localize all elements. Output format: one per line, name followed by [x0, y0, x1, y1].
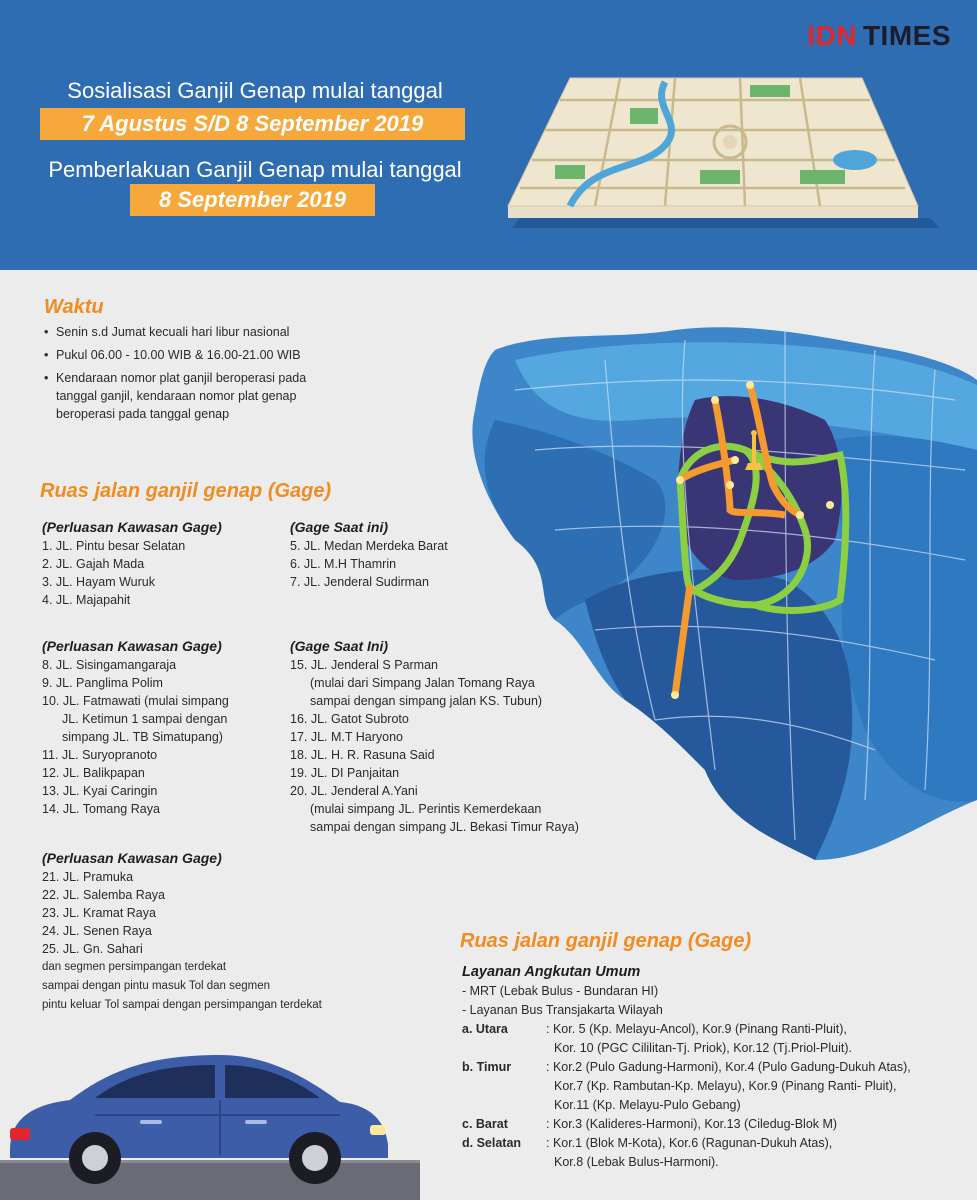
list-item: 4. JL. Majapahit — [42, 593, 131, 607]
enforcement-label: Pemberlakuan Ganjil Genap mulai tanggal — [48, 157, 462, 182]
list-item: 23. JL. Kramat Raya — [42, 906, 156, 920]
header-banner — [0, 0, 977, 270]
list-item: 6. JL. M.H Thamrin — [290, 557, 397, 571]
list-item: • Kendaraan nomor plat ganjil beroperasi pada tanggal ganjil, kendaraan nomor plat genap beroperasi pada tanggal genap — [44, 369, 374, 423]
city-map-illustration — [500, 70, 945, 235]
road-group-3 — [42, 637, 229, 818]
group-heading: (Perluasan Kawasan Gage) — [42, 519, 222, 535]
region-name: c. Barat — [462, 1117, 508, 1131]
angkutan-title: Ruas jalan ganjil genap (Gage) — [460, 930, 752, 952]
list-item: 22. JL. Salemba Raya — [42, 888, 165, 902]
list-item: simpang JL. TB Simatupang) — [62, 730, 223, 744]
region-name: d. Selatan — [462, 1136, 522, 1150]
list-item: 17. JL. M.T Haryono — [290, 730, 404, 744]
jakarta-route-map — [455, 300, 977, 870]
transport-subtitle: Layanan Angkutan Umum — [462, 964, 641, 980]
list-item: 14. JL. Tomang Raya — [42, 802, 160, 816]
list-item: 13. JL. Kyai Caringin — [42, 784, 158, 798]
list-item: 5. JL. Medan Merdeka Barat — [290, 539, 448, 553]
public-transport-info — [462, 963, 962, 1172]
list-item: 15. JL. Jenderal S Parman — [290, 658, 438, 672]
group-heading: (Perluasan Kawasan Gage) — [42, 638, 222, 654]
road-group-2 — [290, 518, 448, 591]
list-item: 2. JL. Gajah Mada — [42, 557, 145, 571]
list-item: - Layanan Bus Transjakarta Wilayah — [462, 1003, 663, 1017]
region-name: b. Timur — [462, 1060, 512, 1074]
list-item: 20. JL. Jenderal A.Yani — [290, 784, 418, 798]
waktu-title: Waktu — [44, 296, 104, 318]
brand-logo: IDN TIMES — [807, 20, 951, 51]
list-item: 12. JL. Balikpapan — [42, 766, 145, 780]
list-item: 7. JL. Jenderal Sudirman — [290, 575, 429, 589]
list-item: - MRT (Lebak Bulus - Bundaran HI) — [462, 984, 659, 998]
list-item: 8. JL. Sisingamangaraja — [42, 658, 177, 672]
list-item: sampai dengan simpang JL. Bekasi Timur Raya) — [310, 820, 579, 834]
region-row: b. Timur : Kor.2 (Pulo Gadung-Harmoni), Kor.4 (Pulo Gadung-Dukuh Atas), Kor.7 (Kp. Rambutan-Kp. Melayu), Kor.9 (Pinang Ranti- Pluit), Kor.11 (Kp. Melayu-Pulo Gebang) — [462, 1058, 962, 1115]
list-item: 19. JL. DI Panjaitan — [290, 766, 400, 780]
region-row: a. Utara : Kor. 5 (Kp. Melayu-Ancol), Kor.9 (Pinang Ranti-Pluit), Kor. 10 (PGC Cililitan-Tj. Priok), Kor.12 (Tj.Priol-Pluit). — [462, 1020, 962, 1058]
toll-segment-note: dan segmen persimpangan terdekat sampai dengan pintu masuk Tol dan segmen pintu keluar Tol sampai dengan persimpangan terdekat — [42, 961, 322, 1011]
list-item: 3. JL. Hayam Wuruk — [42, 575, 156, 589]
group-heading: (Gage Saat Ini) — [290, 638, 389, 654]
list-item: 21. JL. Pramuka — [42, 870, 134, 884]
list-item: 9. JL. Panglima Polim — [42, 676, 163, 690]
region-row: c. Barat : Kor.3 (Kalideres-Harmoni), Kor.13 (Ciledug-Blok M) — [462, 1115, 962, 1134]
list-item: 11. JL. Suryopranoto — [42, 748, 158, 762]
waktu-list — [44, 323, 374, 428]
list-item: 25. JL. Gn. Sahari — [42, 942, 143, 956]
list-item: JL. Ketimun 1 sampai dengan — [62, 712, 228, 726]
list-item: • Senin s.d Jumat kecuali hari libur nasional — [44, 323, 374, 341]
list-item: (mulai simpang JL. Perintis Kemerdekaan — [310, 802, 542, 816]
group-heading: (Gage Saat ini) — [290, 519, 389, 535]
road-group-5 — [42, 849, 222, 958]
car-illustration — [0, 1040, 420, 1200]
list-item: 18. JL. H. R. Rasuna Said — [290, 748, 435, 762]
list-item: 16. JL. Gatot Subroto — [290, 712, 409, 726]
socialization-label: Sosialisasi Ganjil Genap mulai tanggal — [67, 78, 443, 103]
list-item: 1. JL. Pintu besar Selatan — [42, 539, 186, 553]
group-heading: (Perluasan Kawasan Gage) — [42, 850, 222, 866]
ruas-title: Ruas jalan ganjil genap (Gage) — [40, 480, 332, 502]
region-row: d. Selatan : Kor.1 (Blok M-Kota), Kor.6 (Ragunan-Dukuh Atas), Kor.8 (Lebak Bulus-Harmoni). — [462, 1134, 962, 1172]
region-name: a. Utara — [462, 1022, 508, 1036]
list-item: 10. JL. Fatmawati (mulai simpang — [42, 694, 229, 708]
road-group-1 — [42, 518, 222, 609]
enforcement-date: 8 September 2019 — [130, 184, 375, 216]
list-item: (mulai dari Simpang Jalan Tomang Raya — [310, 676, 535, 690]
list-item: 24. JL. Senen Raya — [42, 924, 152, 938]
socialization-date: 7 Agustus S/D 8 September 2019 — [40, 108, 465, 140]
list-item: sampai dengan simpang jalan KS. Tubun) — [310, 694, 543, 708]
list-item: • Pukul 06.00 - 10.00 WIB & 16.00-21.00 WIB — [44, 346, 374, 364]
